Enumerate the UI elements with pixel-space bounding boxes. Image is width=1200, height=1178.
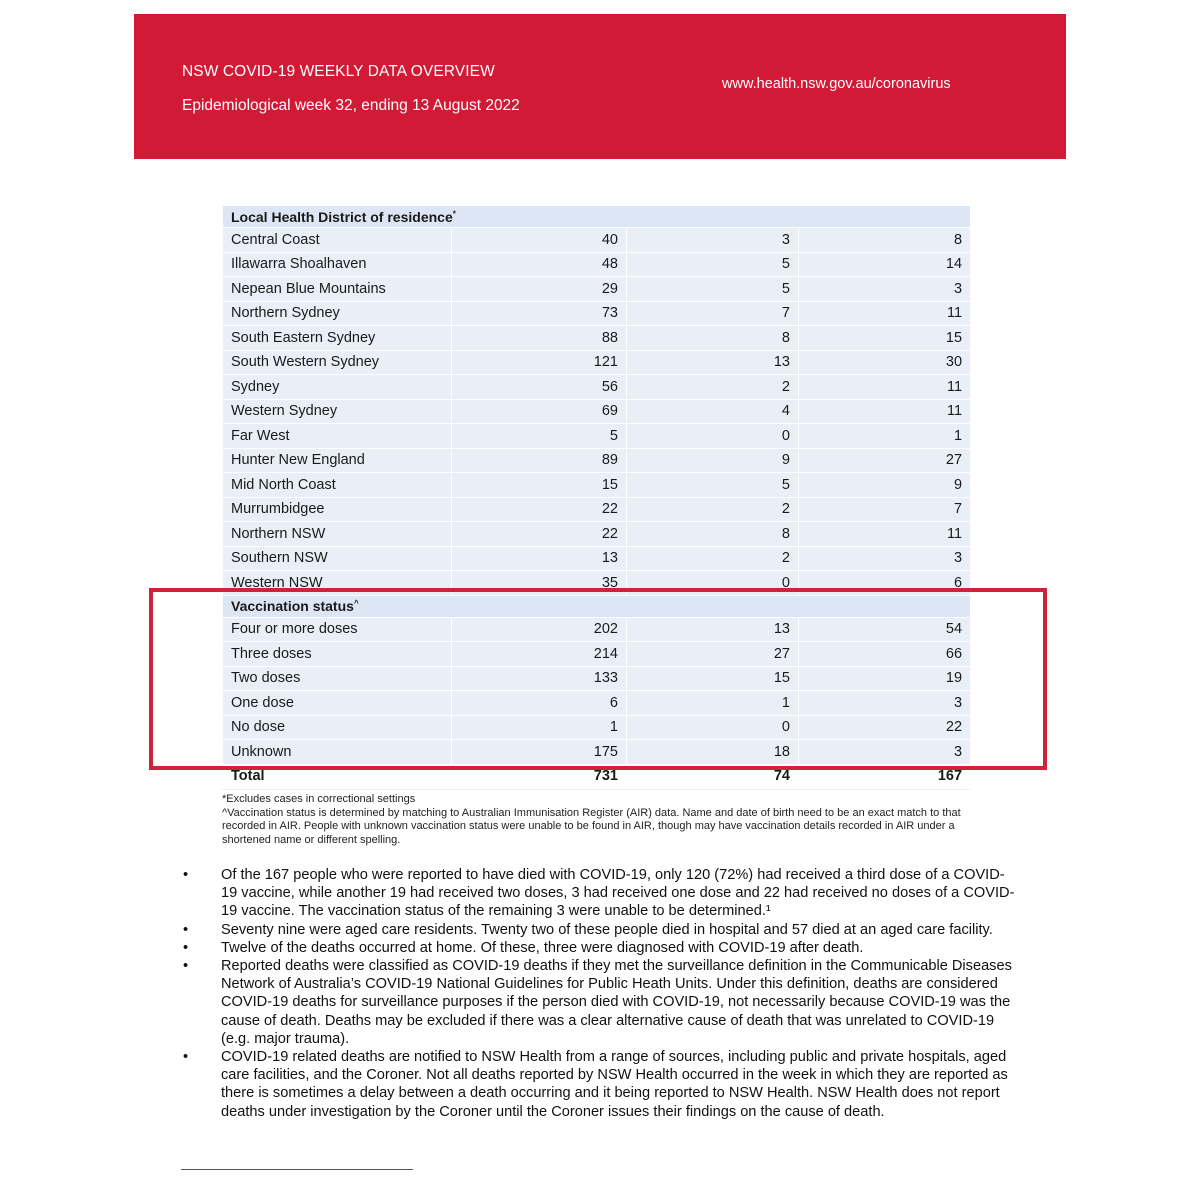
bullet-dot-icon: • xyxy=(183,939,189,956)
cell-value: 3 xyxy=(799,691,971,716)
cell-value: 29 xyxy=(452,277,627,302)
cell-value: 202 xyxy=(452,617,627,642)
cell-value: 15 xyxy=(452,473,627,498)
table-row xyxy=(223,642,971,667)
cell-value: 19 xyxy=(799,666,971,691)
cell-value: 8 xyxy=(627,326,799,351)
summary-bullet xyxy=(178,957,1018,1048)
cell-value: 13 xyxy=(452,546,627,571)
summary-bullet xyxy=(178,866,1018,921)
bullet-text: Of the 167 people who were reported to have died with COVID-19, only 120 (72%) had received a third dose of a COVID-19 vaccine, while another 19 had received two doses, 3 had received one dose and 22 had received no doses of a COVID-19 vaccine. The vaccination status of the remaining 3 were unable to be determined.¹ xyxy=(221,867,1015,920)
cell-value: 69 xyxy=(452,399,627,424)
cell-value: 2 xyxy=(627,375,799,400)
row-label: Murrumbidgee xyxy=(223,497,452,522)
section-title xyxy=(223,595,971,617)
deaths-by-district-table xyxy=(222,205,970,789)
cell-value: 6 xyxy=(452,691,627,716)
cell-value: 214 xyxy=(452,642,627,667)
row-label: Northern NSW xyxy=(223,522,452,547)
table-row xyxy=(223,350,971,375)
cell-value: 22 xyxy=(799,715,971,740)
row-label: Far West xyxy=(223,424,452,449)
cell-value: 15 xyxy=(799,326,971,351)
cell-value: 5 xyxy=(627,252,799,277)
total-value: 167 xyxy=(799,764,971,789)
bullet-dot-icon: • xyxy=(183,1049,189,1066)
table-section-header xyxy=(223,206,971,228)
bullet-dot-icon: • xyxy=(183,867,189,883)
row-label: South Eastern Sydney xyxy=(223,326,452,351)
table-row xyxy=(223,473,971,498)
cell-value: 3 xyxy=(799,277,971,302)
cell-value: 7 xyxy=(627,301,799,326)
section-title xyxy=(223,206,971,228)
cell-value: 9 xyxy=(799,473,971,498)
footnote-marker: * xyxy=(452,208,456,218)
bullet-text: Seventy nine were aged care residents. Twenty two of these people died in hospital and 57 died at an aged care facility. xyxy=(221,921,993,938)
cell-value: 7 xyxy=(799,497,971,522)
cell-value: 0 xyxy=(627,571,799,596)
section-label: Local Health District of residence xyxy=(231,208,453,225)
cell-value: 121 xyxy=(452,350,627,375)
cell-value: 13 xyxy=(627,617,799,642)
cell-value: 133 xyxy=(452,666,627,691)
row-label: Hunter New England xyxy=(223,448,452,473)
bullet-text: COVID-19 related deaths are notified to NSW Health from a range of sources, including public and private hospitals, aged care facilities, and the Coroner. Not all deaths reported by NSW Health occurred in the week in which they are reported as there is sometimes a delay between a death occurring and it being reported to NSW Health. NSW Health does not report deaths under investigation by the Coroner until the Coroner issues their findings on the cause of death. xyxy=(221,1049,1008,1120)
bullet-dot-icon: • xyxy=(183,958,189,975)
row-label: Central Coast xyxy=(223,228,452,253)
table-row xyxy=(223,301,971,326)
total-value: 74 xyxy=(627,764,799,789)
table-row xyxy=(223,399,971,424)
cell-value: 22 xyxy=(452,522,627,547)
cell-value: 30 xyxy=(799,350,971,375)
table-row xyxy=(223,277,971,302)
cell-value: 27 xyxy=(799,448,971,473)
row-label: Sydney xyxy=(223,375,452,400)
cell-value: 4 xyxy=(627,399,799,424)
summary-bullet-list xyxy=(178,866,1018,1121)
table-row xyxy=(223,497,971,522)
cell-value: 5 xyxy=(627,277,799,302)
row-label: Illawarra Shoalhaven xyxy=(223,252,452,277)
cell-value: 27 xyxy=(627,642,799,667)
cell-value: 0 xyxy=(627,715,799,740)
cell-value: 48 xyxy=(452,252,627,277)
table-row xyxy=(223,424,971,449)
cell-value: 89 xyxy=(452,448,627,473)
cell-value: 3 xyxy=(799,740,971,765)
row-label: Northern Sydney xyxy=(223,301,452,326)
table-row xyxy=(223,691,971,716)
summary-bullet xyxy=(178,939,1018,957)
cell-value: 15 xyxy=(627,666,799,691)
summary-bullet xyxy=(178,1048,1018,1121)
cell-value: 73 xyxy=(452,301,627,326)
footnote-marker: ^ xyxy=(353,598,359,608)
row-label: Four or more doses xyxy=(223,617,452,642)
cell-value: 5 xyxy=(627,473,799,498)
cell-value: 5 xyxy=(452,424,627,449)
cell-value: 3 xyxy=(627,228,799,253)
cell-value: 18 xyxy=(627,740,799,765)
table-footnotes xyxy=(222,793,982,847)
table-row xyxy=(223,546,971,571)
bullet-dot-icon: • xyxy=(183,921,189,938)
cell-value: 1 xyxy=(799,424,971,449)
table-row xyxy=(223,740,971,765)
cell-value: 8 xyxy=(799,228,971,253)
table-row xyxy=(223,666,971,691)
total-value: 731 xyxy=(452,764,627,789)
cell-value: 11 xyxy=(799,375,971,400)
row-label: Nepean Blue Mountains xyxy=(223,277,452,302)
cell-value: 3 xyxy=(799,546,971,571)
cell-value: 0 xyxy=(627,424,799,449)
cell-value: 9 xyxy=(627,448,799,473)
table-row xyxy=(223,228,971,253)
row-label: One dose xyxy=(223,691,452,716)
table-row xyxy=(223,617,971,642)
cell-value: 66 xyxy=(799,642,971,667)
footnote-correctional: *Excludes cases in correctional settings xyxy=(222,793,416,805)
cell-value: 11 xyxy=(799,522,971,547)
report-header-banner xyxy=(134,14,1066,159)
cell-value: 40 xyxy=(452,228,627,253)
total-label: Total xyxy=(223,764,452,789)
section-label: Vaccination status xyxy=(231,598,354,614)
row-label: South Western Sydney xyxy=(223,350,452,375)
table-row xyxy=(223,571,971,596)
table-row xyxy=(223,715,971,740)
row-label: No dose xyxy=(223,715,452,740)
cell-value: 8 xyxy=(627,522,799,547)
deaths-table-container xyxy=(222,205,970,790)
report-subtitle: Epidemiological week 32, ending 13 August 2022 xyxy=(182,97,520,114)
row-label: Western Sydney xyxy=(223,399,452,424)
cell-value: 35 xyxy=(452,571,627,596)
cell-value: 88 xyxy=(452,326,627,351)
cell-value: 175 xyxy=(452,740,627,765)
table-row xyxy=(223,326,971,351)
bullet-text: Reported deaths were classified as COVID-19 deaths if they met the surveillance definition in the Communicable Diseases Network of Australia’s COVID-19 National Guidelines for Public Heath Units. Under this definition, deaths are considered COVID-19 deaths for surveillance purposes if the person died with COVID-19, not necessarily because COVID-19 was the cause of death. Deaths may be excluded if there was a clear alternative cause of death that was unrelated to COVID-19 (e.g. major trauma). xyxy=(221,958,1012,1047)
cell-value: 2 xyxy=(627,497,799,522)
cell-value: 56 xyxy=(452,375,627,400)
summary-bullet xyxy=(178,921,1018,939)
table-row xyxy=(223,375,971,400)
table-row xyxy=(223,252,971,277)
table-total-row xyxy=(223,764,971,789)
cell-value: 2 xyxy=(627,546,799,571)
row-label: Mid North Coast xyxy=(223,473,452,498)
footnote-separator-line xyxy=(181,1169,413,1170)
row-label: Three doses xyxy=(223,642,452,667)
table-row xyxy=(223,448,971,473)
table-row xyxy=(223,522,971,547)
website-link[interactable]: www.health.nsw.gov.au/coronavirus xyxy=(722,76,951,92)
cell-value: 1 xyxy=(627,691,799,716)
table-section-header xyxy=(223,595,971,617)
row-label: Unknown xyxy=(223,740,452,765)
cell-value: 11 xyxy=(799,301,971,326)
cell-value: 22 xyxy=(452,497,627,522)
report-title: NSW COVID-19 WEEKLY DATA OVERVIEW xyxy=(182,63,495,80)
bullet-text: Twelve of the deaths occurred at home. Of these, three were diagnosed with COVID-19 after death. xyxy=(221,939,864,956)
cell-value: 54 xyxy=(799,617,971,642)
cell-value: 14 xyxy=(799,252,971,277)
row-label: Southern NSW xyxy=(223,546,452,571)
cell-value: 11 xyxy=(799,399,971,424)
cell-value: 1 xyxy=(452,715,627,740)
cell-value: 13 xyxy=(627,350,799,375)
cell-value: 6 xyxy=(799,571,971,596)
row-label: Two doses xyxy=(223,666,452,691)
row-label: Western NSW xyxy=(223,571,452,596)
footnote-vaccination: ^Vaccination status is determined by matching to Australian Immunisation Register (AIR) data. Name and date of birth need to be an exact match to that recorded in AIR. People with unknown vaccination status were unable to be found in AIR, though may have vaccination details recorded in AIR under a shortened name or different spelling. xyxy=(222,806,961,846)
